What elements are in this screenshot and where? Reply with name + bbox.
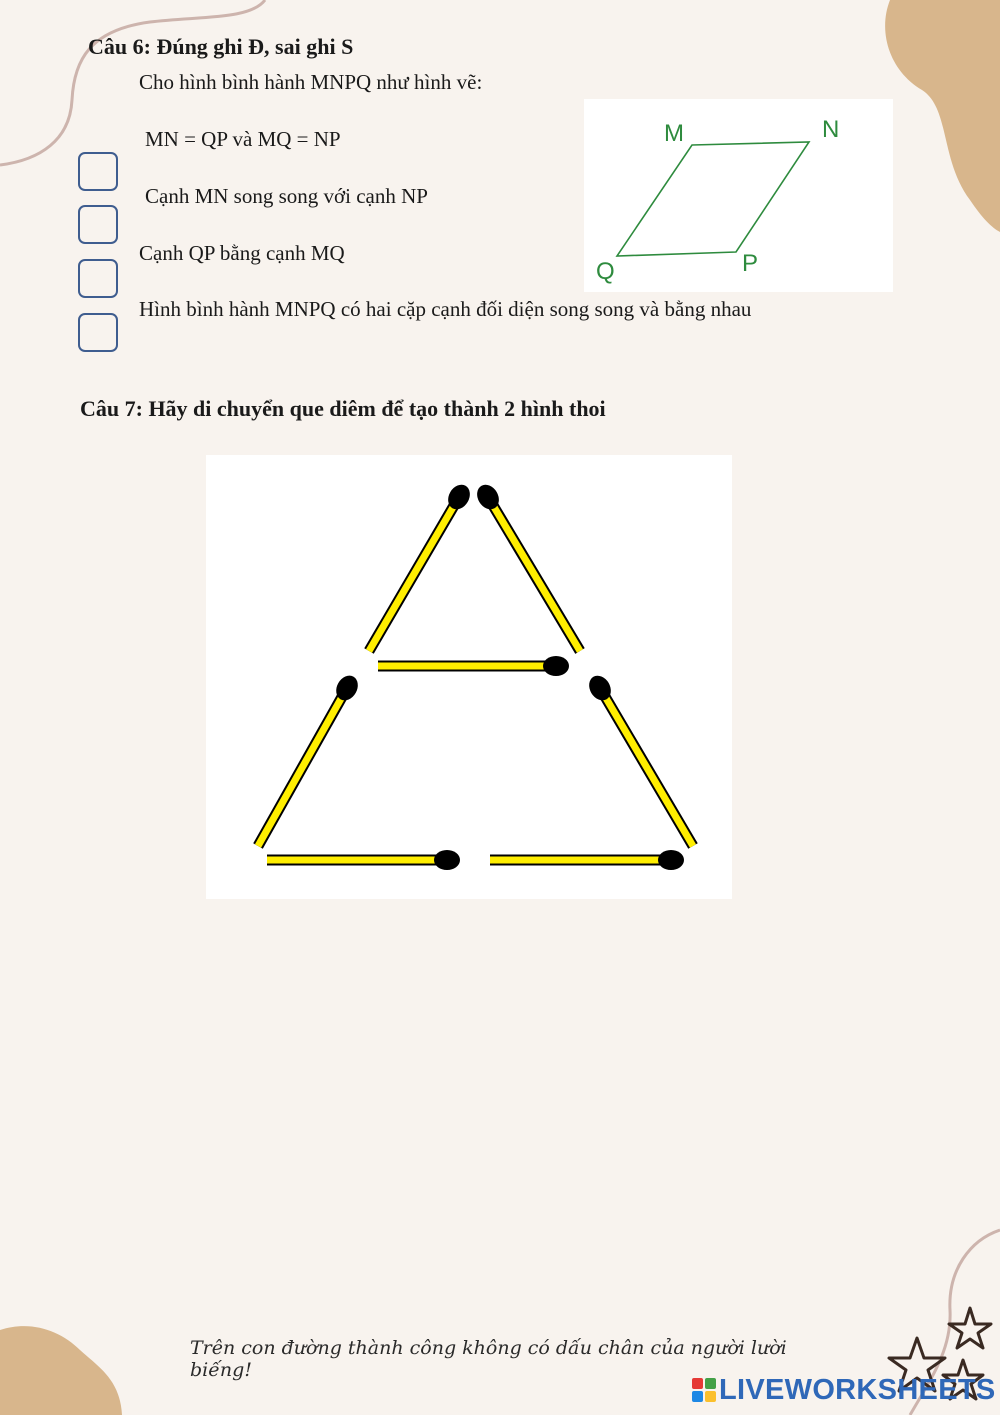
matchstick-5[interactable]	[585, 672, 693, 846]
statement-2-text: Cạnh MN song song với cạnh NP	[145, 184, 428, 208]
statement-3-text: Cạnh QP bằng cạnh MQ	[139, 241, 345, 265]
vertex-label-m: M	[664, 120, 684, 147]
answer-box-2[interactable]	[78, 205, 118, 244]
vertex-label-n: N	[822, 116, 840, 143]
vertex-label-q: Q	[596, 258, 615, 285]
matchstick-3[interactable]	[378, 656, 569, 676]
footer-quote: Trên con đường thành công không có dấu chân của người lười biếng!	[190, 1337, 787, 1381]
question-6-intro: Cho hình bình hành MNPQ như hình vẽ:	[139, 70, 483, 94]
answer-box-3[interactable]	[78, 259, 118, 298]
match-head-3	[543, 656, 569, 676]
liveworksheets-grid-icon	[692, 1378, 716, 1402]
brand-name: LIVEWORKSHEETS	[719, 1373, 996, 1406]
parallelogram-shape	[617, 142, 809, 256]
liveworksheets-logo	[692, 1373, 996, 1407]
matchstick-2[interactable]	[473, 481, 580, 651]
statement-4-text: Hình bình hành MNPQ có hai cặp cạnh đối diện song song và bằng nhau	[139, 297, 752, 321]
decorative-blob-bottom-left	[0, 1310, 140, 1415]
vertex-label-p: P	[742, 250, 759, 277]
match-head-6	[434, 850, 460, 870]
question-6-title: Câu 6: Đúng ghi Đ, sai ghi S	[88, 34, 354, 59]
matchstick-1[interactable]	[369, 481, 474, 651]
statement-1-text: MN = QP và MQ = NP	[145, 127, 341, 151]
matchstick-figure	[206, 455, 732, 899]
answer-box-4[interactable]	[78, 313, 118, 352]
parallelogram-figure	[584, 99, 893, 292]
match-head-7	[658, 850, 684, 870]
matchstick-4[interactable]	[258, 672, 362, 846]
question-7-title: Câu 7: Hãy di chuyển que diêm để tạo thành 2 hình thoi	[80, 396, 606, 421]
answer-box-1[interactable]	[78, 152, 118, 191]
matchstick-7[interactable]	[490, 850, 684, 870]
matchstick-6[interactable]	[267, 850, 460, 870]
